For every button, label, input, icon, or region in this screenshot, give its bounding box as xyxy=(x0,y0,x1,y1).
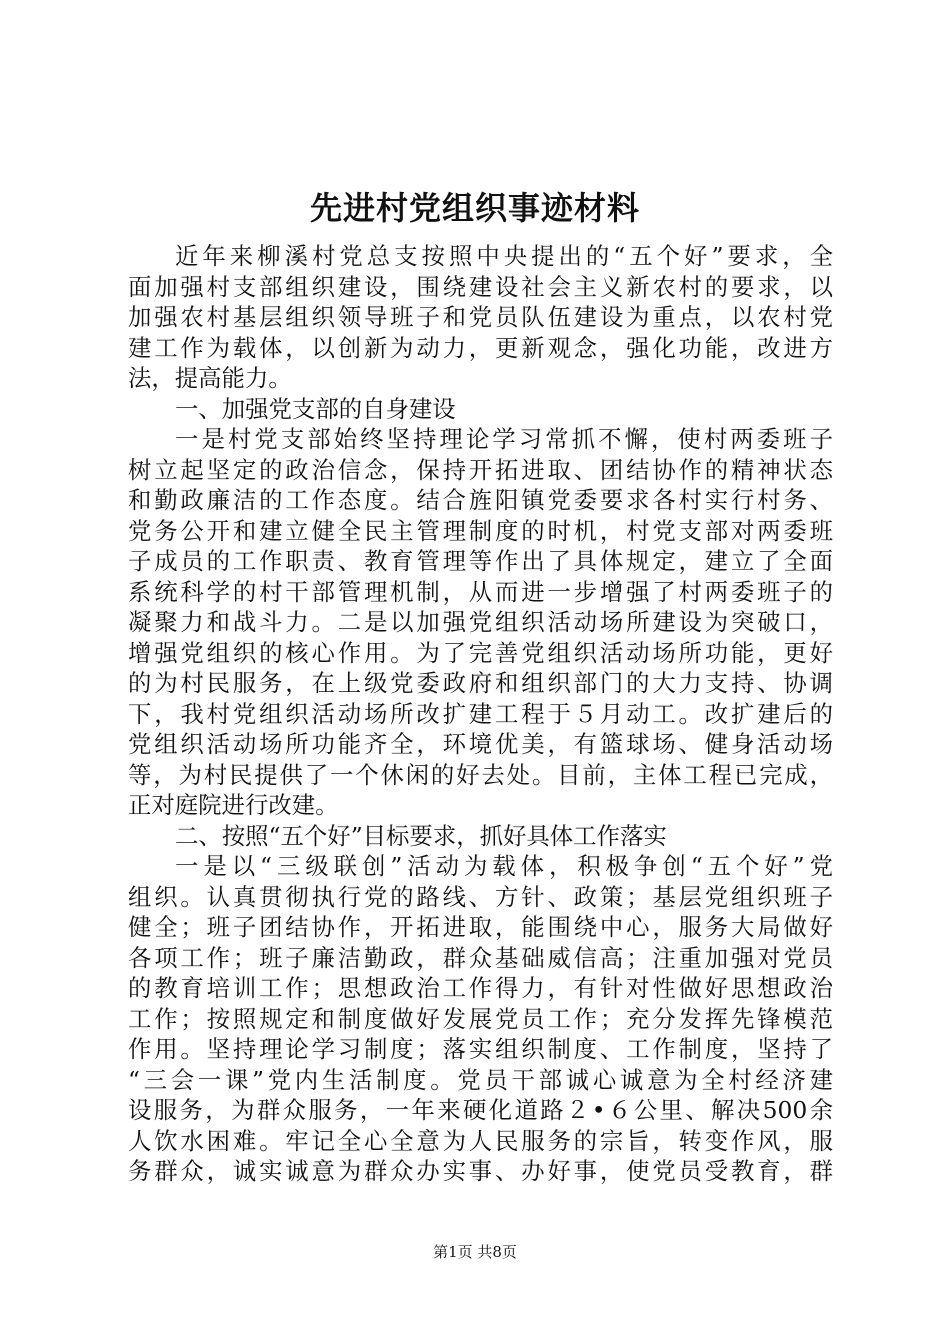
paragraph-line: 近年来柳溪村党总支按照中央提出的“五个好”要求，全 xyxy=(175,242,833,270)
document-title: 先进村党组织事迹材料 xyxy=(309,189,640,227)
paragraph-line: 健全；班子团结协作，开拓进取，能围绕中心，服务大局做好 xyxy=(128,913,833,941)
paragraph-line: 的教育培训工作；思想政治工作得力，有针对性做好思想政治 xyxy=(128,974,833,1002)
paragraph-line: 建工作为载体，以创新为动力，更新观念，强化功能，改进方 xyxy=(128,333,833,362)
paragraph-line: 下，我村党组织活动场所改扩建工程于５月动工。改扩建后的 xyxy=(128,699,833,728)
paragraph-line: 凝聚力和战斗力。二是以加强党组织活动场所建设为突破口， xyxy=(128,608,833,636)
paragraph-line: 一是村党支部始终坚持理论学习常抓不懈，使村两委班子 xyxy=(175,425,833,453)
paragraph-line: 组织。认真贯彻执行党的路线、方针、政策；基层党组织班子 xyxy=(128,882,833,911)
paragraph-line: 法，提高能力。 xyxy=(128,364,292,392)
paragraph-line: 务群众，诚实诚意为群众办实事、办好事，使党员受教育，群 xyxy=(128,1157,833,1185)
paragraph-line: 等，为村民提供了一个休闲的好去处。目前，主体工程已完成， xyxy=(128,760,833,789)
paragraph-line: 设服务，为群众服务，一年来硬化道路２•６公里、解决500余 xyxy=(128,1096,833,1124)
section-heading: 一、加强党支部的自身建设 xyxy=(175,394,456,423)
paragraph-line: 的为村民服务，在上级党委政府和组织部门的大力支持、协调 xyxy=(128,669,833,697)
paragraph-line: 各项工作；班子廉洁勤政，群众基础威信高；注重加强对党员 xyxy=(128,943,833,972)
document-body xyxy=(128,241,833,1187)
paragraph-line: 党务公开和建立健全民主管理制度的时机，村党支部对两委班 xyxy=(128,516,833,545)
paragraph-line: 作用。坚持理论学习制度；落实组织制度、工作制度，坚持了 xyxy=(128,1035,833,1063)
paragraph-line: 党组织活动场所功能齐全，环境优美，有篮球场、健身活动场 xyxy=(128,730,833,758)
section-heading: 二、按照“五个好”目标要求，抓好具体工作落实 xyxy=(175,821,667,850)
paragraph-line: 面加强村支部组织建设，围绕建设社会主义新农村的要求，以 xyxy=(128,272,833,301)
paragraph-line: “三会一课”党内生活制度。党员干部诚心诚意为全村经济建 xyxy=(128,1065,833,1094)
paragraph-line: 和勤政廉洁的工作态度。结合旌阳镇党委要求各村实行村务、 xyxy=(128,486,833,514)
paragraph-line: 树立起坚定的政治信念，保持开拓进取、团结协作的精神状态 xyxy=(128,455,833,484)
paragraph-line: 增强党组织的核心作用。为了完善党组织活动场所功能，更好 xyxy=(128,638,833,667)
paragraph-line: 正对庭院进行改建。 xyxy=(128,791,339,819)
paragraph-line: 加强农村基层组织领导班子和党员队伍建设为重点，以农村党 xyxy=(128,303,833,331)
paragraph-line: 系统科学的村干部管理机制，从而进一步增强了村两委班子的 xyxy=(128,577,833,606)
paragraph-line: 工作；按照规定和制度做好发展党员工作；充分发挥先锋模范 xyxy=(128,1004,833,1033)
page-number-footer: 第1页 共8页 xyxy=(433,1243,517,1261)
paragraph-line: 一是以“三级联创”活动为载体，积极争创“五个好”党 xyxy=(175,852,833,880)
paragraph-line: 人饮水困难。牢记全心全意为人民服务的宗旨，转变作风，服 xyxy=(128,1126,833,1155)
paragraph-line: 子成员的工作职责、教育管理等作出了具体规定，建立了全面 xyxy=(128,547,833,575)
